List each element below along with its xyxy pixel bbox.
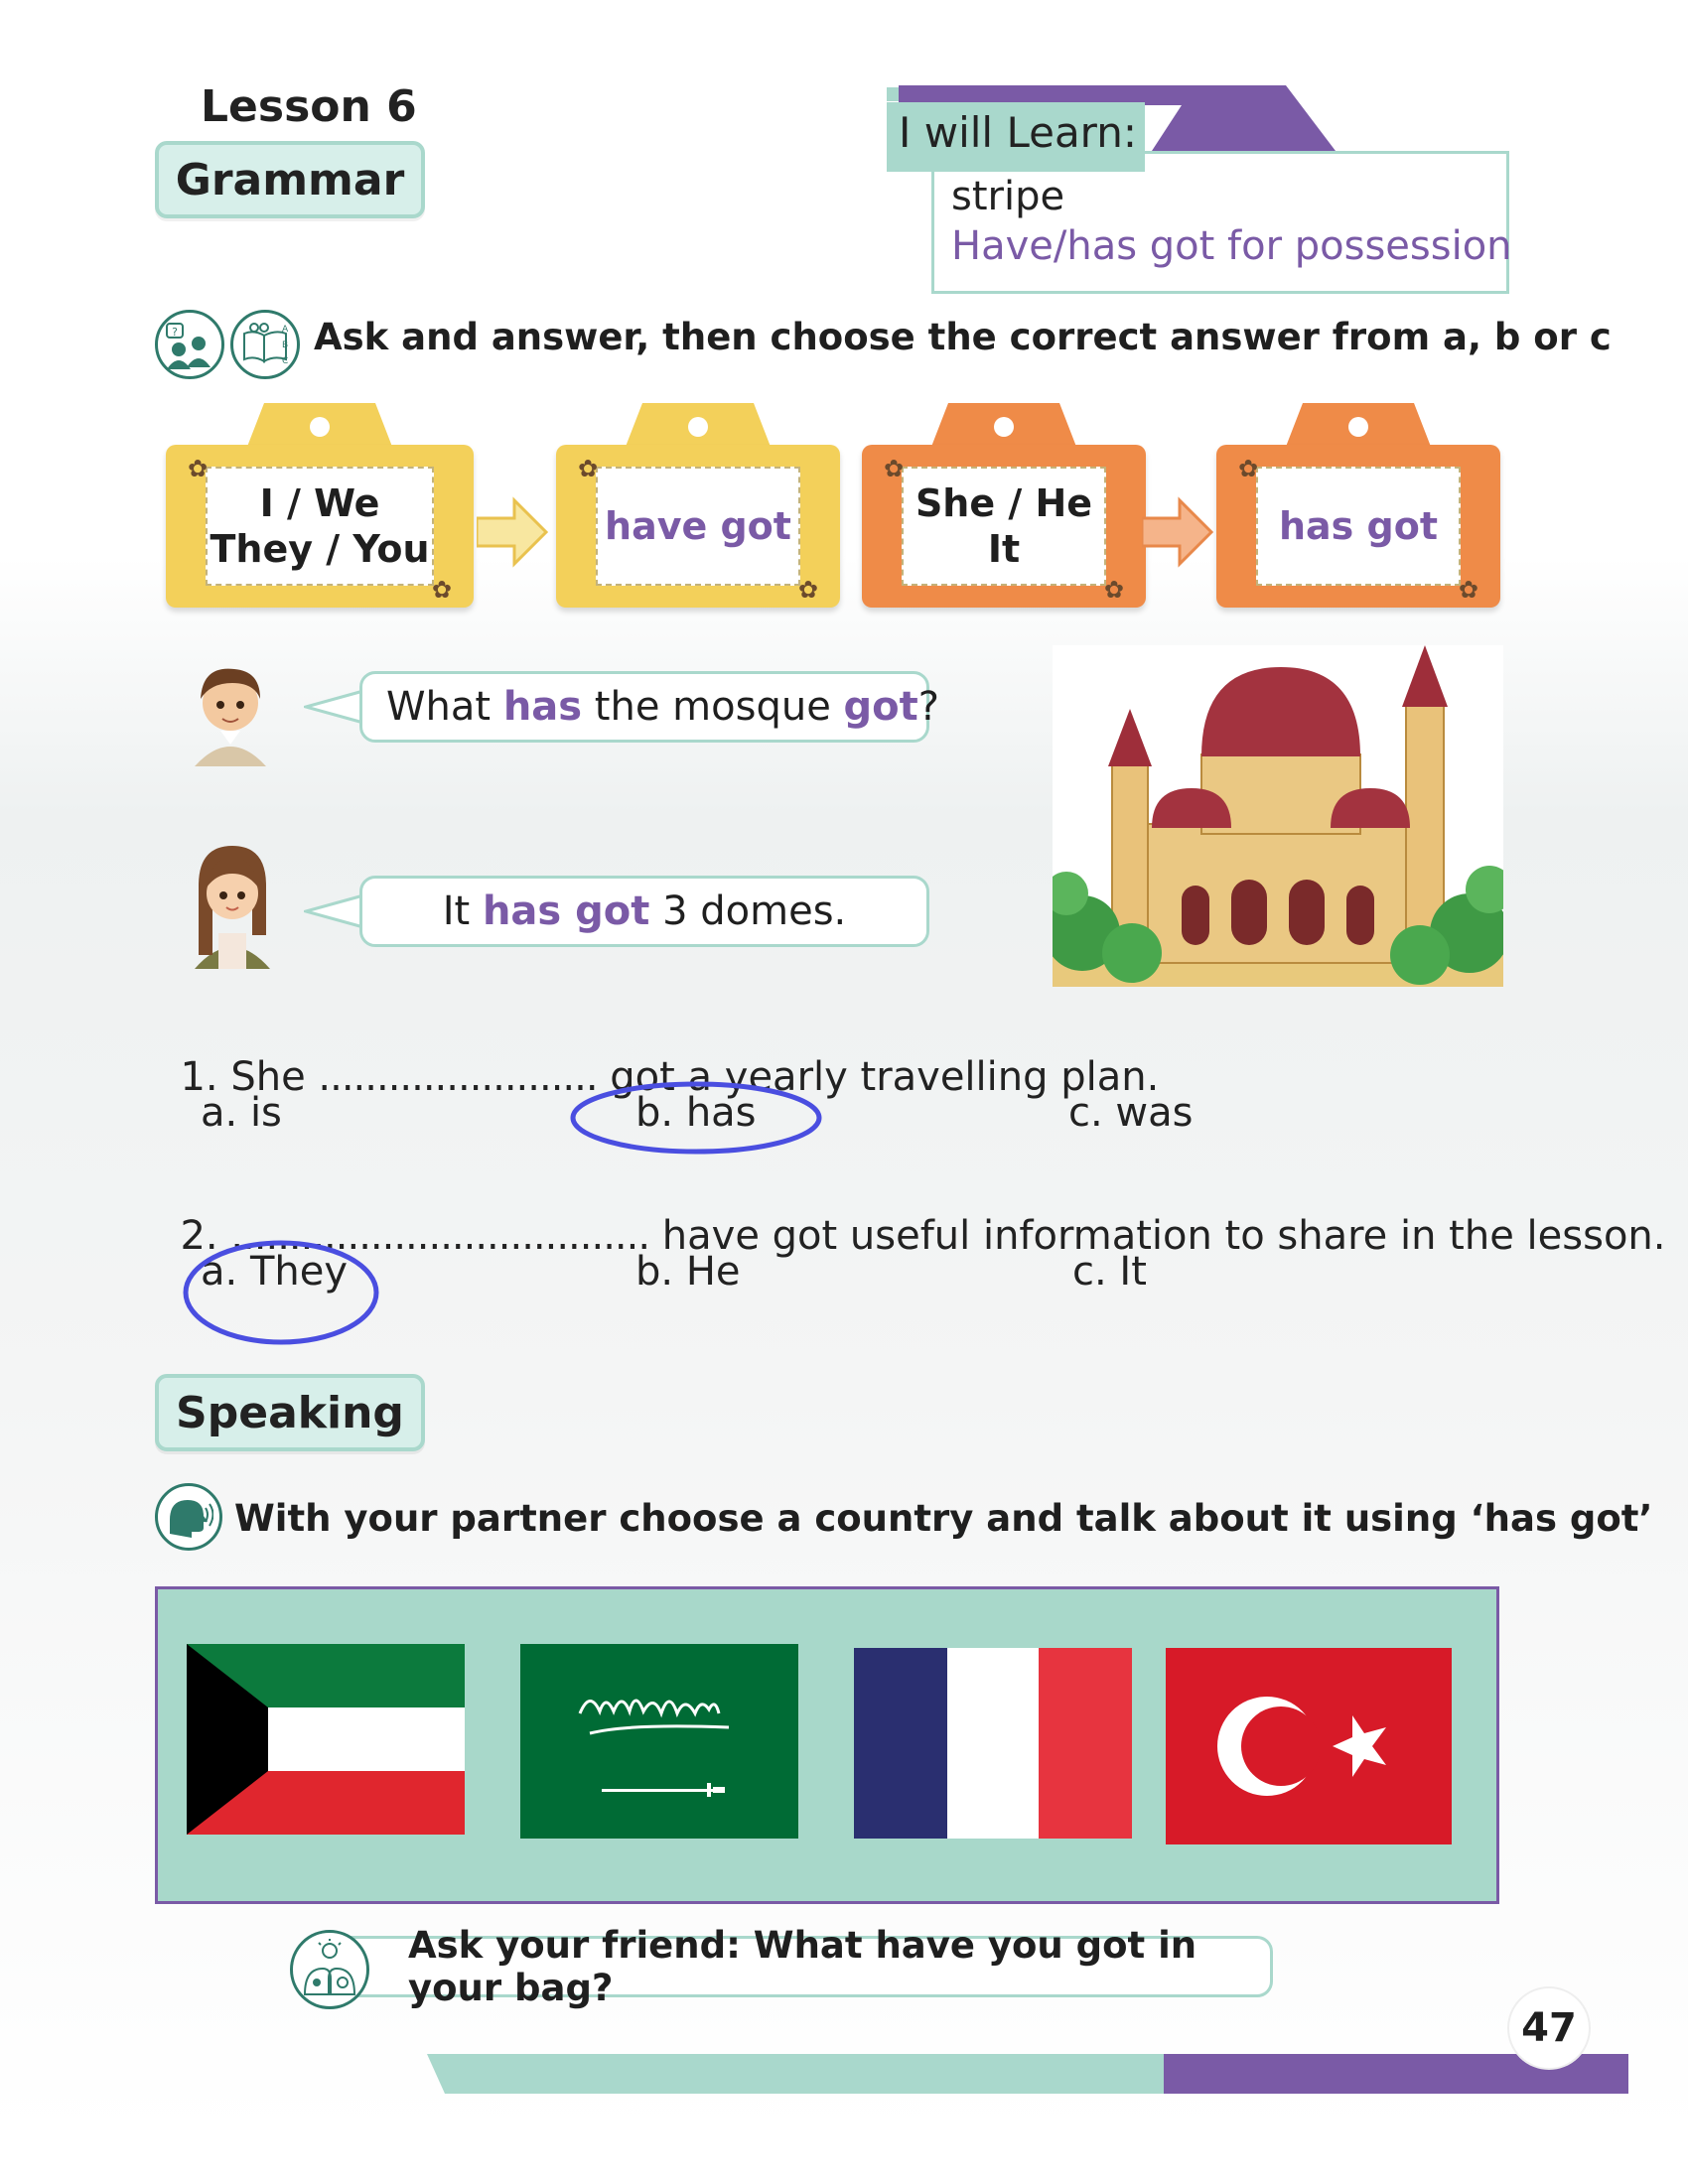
bubble-text: What xyxy=(386,684,503,730)
svg-text:?: ? xyxy=(172,326,178,339)
arrow-icon xyxy=(477,496,548,568)
option-b[interactable]: b. He xyxy=(635,1249,741,1295)
turkey-flag[interactable] xyxy=(1166,1648,1452,1844)
speaking-icon xyxy=(155,1483,222,1551)
question-number: 1. xyxy=(180,1054,218,1100)
speaking-instruction: With your partner choose a country and talk about it using ‘has got’ xyxy=(234,1497,1653,1540)
boy-avatar xyxy=(185,655,276,766)
footer-ribbon xyxy=(427,2054,1628,2094)
flower-icon: ✿ xyxy=(431,576,452,604)
bubble-highlight: got xyxy=(843,684,918,730)
flower-icon: ✿ xyxy=(1238,455,1259,482)
answer-circle xyxy=(566,1078,826,1158)
pronoun-tag xyxy=(862,445,1146,608)
reading-choice-icon xyxy=(230,310,300,379)
svg-text:A: A xyxy=(282,325,289,335)
question-bubble xyxy=(359,671,939,743)
arrow-icon xyxy=(1142,496,1213,568)
flower-icon: ✿ xyxy=(188,455,209,482)
lesson-title: Lesson 6 xyxy=(201,81,417,132)
option-a[interactable]: a. is xyxy=(201,1090,282,1136)
tag-line: I / We xyxy=(259,481,380,525)
girl-avatar xyxy=(185,842,280,969)
speech-tail xyxy=(304,687,365,727)
bubble-text: 3 domes. xyxy=(649,888,847,934)
tag-line: has got xyxy=(1278,504,1438,548)
svg-text:B: B xyxy=(282,341,289,350)
option-b[interactable]: b. has xyxy=(635,1090,757,1136)
tag-line: have got xyxy=(605,504,791,548)
learning-objectives-label: I will Learn: xyxy=(887,102,1145,172)
bubble-text: It xyxy=(442,888,483,934)
option-a[interactable]: a. They xyxy=(201,1249,349,1295)
learning-objective: stripe xyxy=(951,174,1065,219)
flower-icon: ✿ xyxy=(1458,576,1478,604)
option-c[interactable]: c. was xyxy=(1068,1090,1194,1136)
flower-icon: ✿ xyxy=(578,455,599,482)
mosque-illustration xyxy=(1053,645,1503,987)
answer-blank[interactable]: .................................... xyxy=(230,1213,650,1259)
pair-work-icon xyxy=(155,310,224,379)
option-c[interactable]: c. It xyxy=(1072,1249,1147,1295)
bubble-text: the mosque xyxy=(582,684,844,730)
page-number: 47 xyxy=(1507,1986,1591,2070)
saudi-arabia-flag[interactable] xyxy=(520,1644,798,1839)
question-text: She xyxy=(230,1054,306,1100)
flower-icon: ✿ xyxy=(1103,576,1124,604)
bubble-text: ? xyxy=(917,684,939,730)
section-title-speaking: Speaking xyxy=(155,1374,425,1451)
tag-line: She / He xyxy=(914,481,1093,525)
verb-tag xyxy=(1216,445,1500,608)
tag-line: They / You xyxy=(210,527,430,571)
france-flag[interactable] xyxy=(854,1648,1132,1839)
learning-objectives-box xyxy=(931,151,1509,294)
section-title-grammar: Grammar xyxy=(155,141,425,218)
flower-icon: ✿ xyxy=(884,455,905,482)
tag-line: It xyxy=(987,527,1021,571)
speech-tail xyxy=(304,891,365,931)
bubble-highlight: has xyxy=(502,684,583,730)
question-number: 2. xyxy=(180,1213,218,1259)
question-text: got a yearly travelling plan. xyxy=(610,1054,1160,1100)
answer-blank[interactable]: ........................ xyxy=(318,1054,598,1100)
pronoun-tag xyxy=(166,445,474,608)
activity-instruction: Ask and answer, then choose the correct answer from a, b or c xyxy=(314,316,1612,358)
footer-prompt: Ask your friend: What have you got in your bag? xyxy=(328,1936,1273,1997)
flower-icon: ✿ xyxy=(797,576,818,604)
svg-text:C: C xyxy=(282,356,289,366)
question-text: have got useful information to share in the lesson. xyxy=(661,1213,1666,1259)
learning-objective: Have/has got for possession xyxy=(951,223,1512,269)
verb-tag xyxy=(556,445,840,608)
kuwait-flag[interactable] xyxy=(187,1644,465,1835)
thinking-icon xyxy=(290,1930,369,2009)
answer-circle xyxy=(179,1237,383,1348)
answer-bubble xyxy=(359,876,929,947)
bubble-highlight: has got xyxy=(482,888,650,934)
